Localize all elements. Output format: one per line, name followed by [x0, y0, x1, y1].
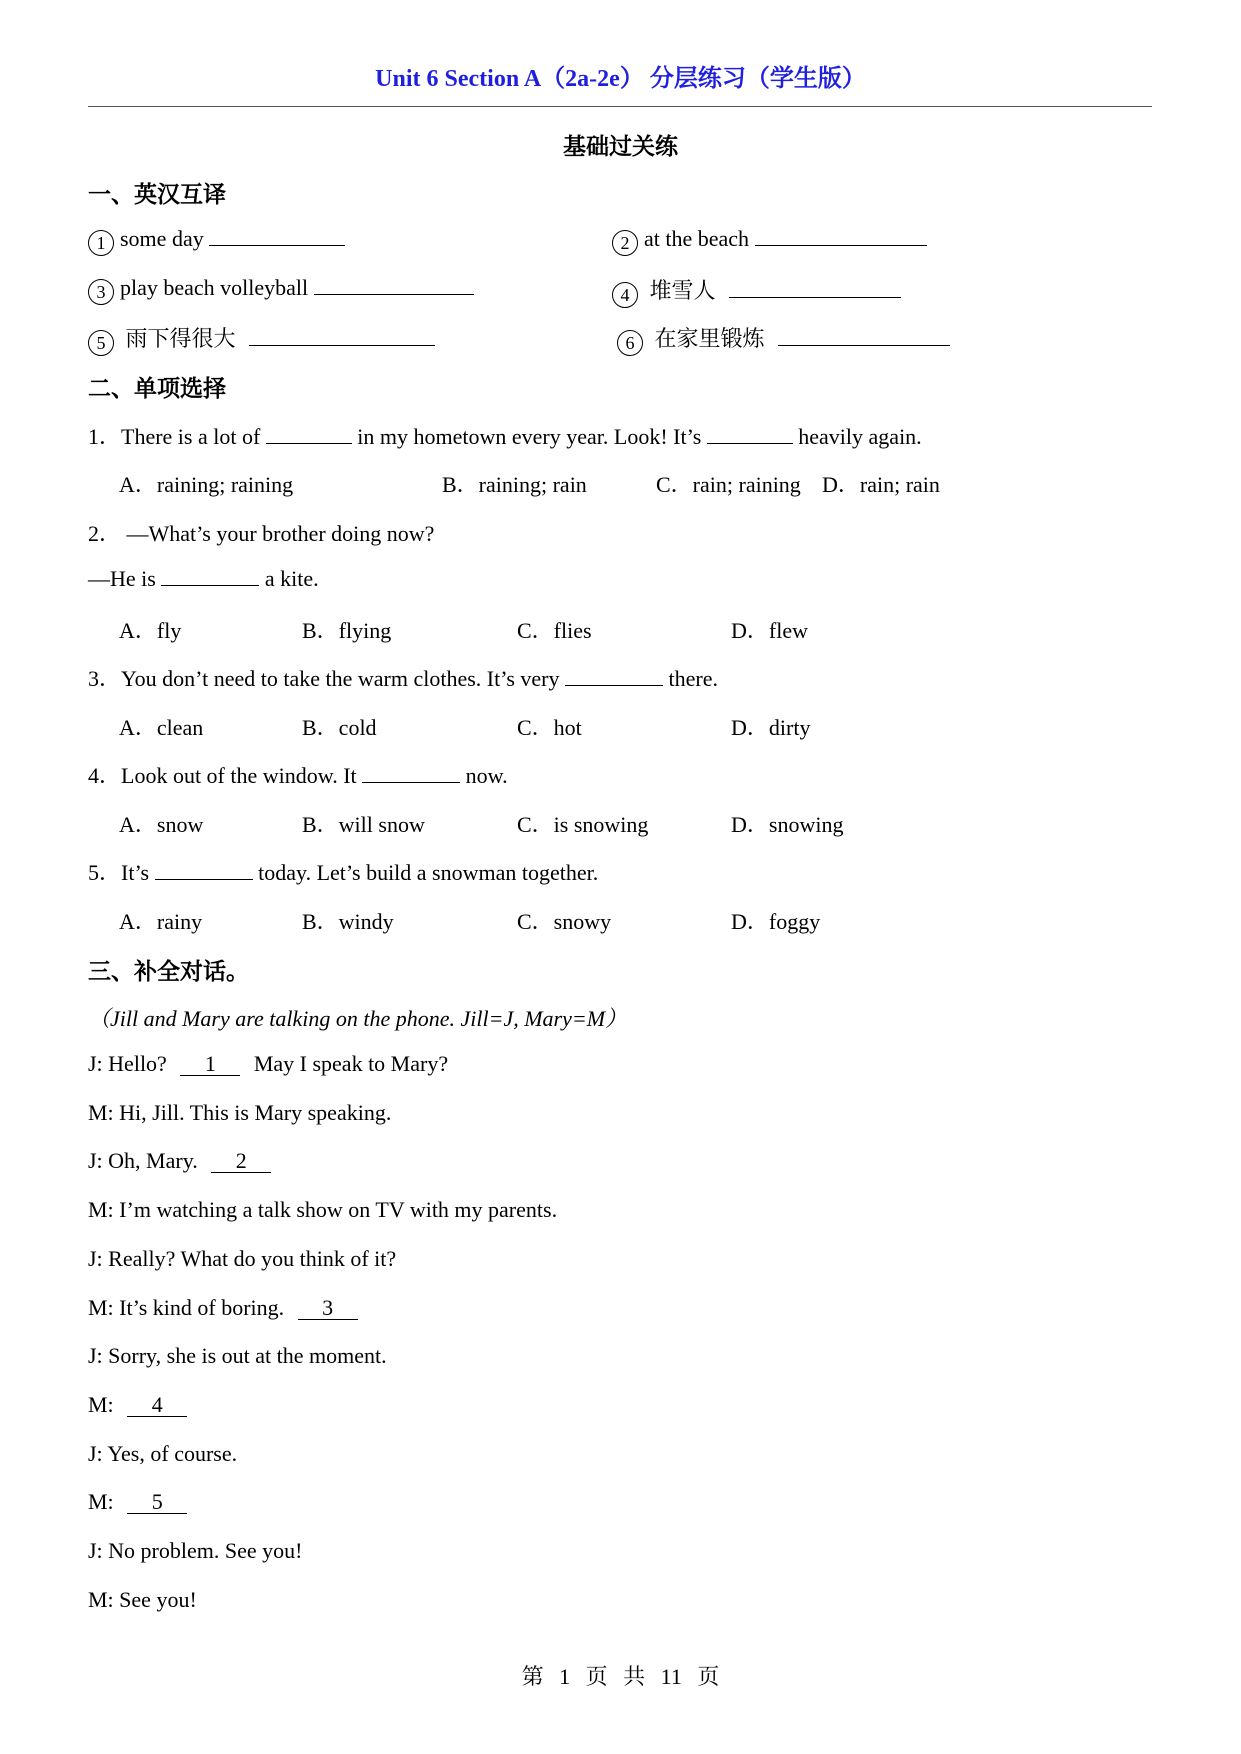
answer-blank[interactable] [249, 325, 435, 346]
section1-heading: 一、英汉互译 [88, 182, 226, 207]
dialogue-line-3 [88, 1148, 271, 1174]
q3-option-b[interactable]: B．cold [302, 715, 377, 740]
dialogue-text: J: Hello? [88, 1051, 167, 1076]
dialogue-text: J: Oh, Mary. [88, 1148, 198, 1173]
answer-blank[interactable] [778, 325, 950, 346]
dialogue-line-2: M: Hi, Jill. This is Mary speaking. [88, 1100, 392, 1125]
question-text: 1．There is a lot of [88, 424, 261, 449]
dialogue-text: M: [88, 1392, 114, 1417]
section-subtitle: 基础过关练 [563, 134, 678, 159]
q2-option-a[interactable]: A．fly [119, 618, 182, 643]
number-circle: 2 [612, 230, 638, 256]
translation-item-4 [612, 274, 901, 308]
dialogue-line-4: M: I’m watching a talk show on TV with my parents. [88, 1197, 558, 1222]
question-text: 5．It’s [88, 860, 150, 885]
question-text: heavily again. [798, 424, 922, 449]
question-4 [88, 759, 508, 790]
dialogue-line-5: J: Really? What do you think of it? [88, 1246, 397, 1271]
translation-item-2 [612, 225, 927, 256]
page-number: 第 1 页 共 11 页 [521, 1664, 720, 1689]
answer-blank[interactable]: 3 [298, 1297, 358, 1320]
q5-option-d[interactable]: D．foggy [731, 909, 821, 934]
question-text: there. [668, 666, 718, 691]
q4-option-b[interactable]: B．will snow [302, 812, 425, 837]
question-text: —He is [88, 566, 156, 591]
number-circle: 1 [88, 230, 114, 256]
header-divider [88, 106, 1152, 107]
question-1 [88, 420, 922, 451]
item-text: at the beach [644, 226, 750, 251]
question-5 [88, 856, 598, 887]
dialogue-line-10 [88, 1489, 187, 1515]
answer-blank[interactable]: 4 [127, 1394, 187, 1417]
answer-blank[interactable]: 2 [211, 1150, 271, 1173]
q4-option-d[interactable]: D．snowing [731, 812, 844, 837]
answer-blank[interactable] [707, 423, 793, 444]
translation-item-5 [88, 322, 435, 356]
answer-blank[interactable] [565, 665, 663, 686]
section3-heading: 三、补全对话。 [88, 959, 249, 984]
answer-blank[interactable] [755, 225, 927, 246]
question-3 [88, 662, 718, 693]
q2-option-d[interactable]: D．flew [731, 618, 808, 643]
number-circle: 5 [88, 330, 114, 356]
dialogue-line-9: J: Yes, of course. [88, 1441, 238, 1466]
q2-option-c[interactable]: C．flies [517, 618, 592, 643]
question-text: 3．You don’t need to take the warm clothes. It’s very [88, 666, 560, 691]
item-text: 在家里锻炼 [654, 326, 765, 351]
q1-option-b[interactable]: B．raining; rain [442, 472, 587, 497]
q4-option-c[interactable]: C．is snowing [517, 812, 649, 837]
answer-blank[interactable] [266, 423, 352, 444]
dialogue-text: M: [88, 1489, 114, 1514]
q1-option-c[interactable]: C．rain; raining [656, 472, 801, 497]
translation-item-3 [88, 274, 474, 305]
question-2: 2． —What’s your brother doing now? [88, 521, 435, 546]
dialogue-line-1 [88, 1051, 448, 1077]
answer-blank[interactable] [209, 225, 345, 246]
dialogue-line-7: J: Sorry, she is out at the moment. [88, 1343, 387, 1368]
section2-heading: 二、单项选择 [88, 376, 226, 401]
translation-item-1 [88, 225, 345, 256]
question-text: today. Let’s build a snowman together. [258, 860, 599, 885]
question-text: a kite. [264, 566, 319, 591]
question-text: in my hometown every year. Look! It’s [357, 424, 702, 449]
q1-option-d[interactable]: D．rain; rain [822, 472, 940, 497]
number-circle: 6 [617, 330, 643, 356]
translation-item-6 [617, 322, 950, 356]
q3-option-a[interactable]: A．clean [119, 715, 204, 740]
q1-option-a[interactable]: A．raining; raining [119, 472, 294, 497]
number-circle: 3 [88, 279, 114, 305]
answer-blank[interactable] [729, 277, 901, 298]
dialogue-line-11: J: No problem. See you! [88, 1538, 303, 1563]
question-text: 4．Look out of the window. It [88, 763, 357, 788]
question-text: now. [465, 763, 508, 788]
item-text: play beach volleyball [120, 275, 309, 300]
dialogue-line-6 [88, 1295, 358, 1321]
dialogue-line-8 [88, 1392, 187, 1418]
dialogue-line-12: M: See you! [88, 1587, 197, 1612]
dialogue-text: M: It’s kind of boring. [88, 1295, 285, 1320]
item-text: 雨下得很大 [125, 326, 236, 351]
answer-blank[interactable] [161, 565, 259, 586]
q5-option-a[interactable]: A．rainy [119, 909, 203, 934]
question-2-line2 [88, 565, 319, 592]
number-circle: 4 [612, 282, 638, 308]
answer-blank[interactable] [155, 859, 253, 880]
q5-option-c[interactable]: C．snowy [517, 909, 612, 934]
item-text: 堆雪人 [649, 278, 716, 303]
answer-blank[interactable] [362, 762, 460, 783]
q3-option-c[interactable]: C．hot [517, 715, 582, 740]
q2-option-b[interactable]: B．flying [302, 618, 392, 643]
q5-option-b[interactable]: B．windy [302, 909, 394, 934]
q4-option-a[interactable]: A．snow [119, 812, 204, 837]
dialogue-text: May I speak to Mary? [253, 1051, 449, 1076]
answer-blank[interactable]: 1 [180, 1053, 240, 1076]
item-text: some day [120, 226, 204, 251]
dialogue-intro: （Jill and Mary are talking on the phone. Jill=J, Mary=M） [88, 1006, 628, 1031]
q3-option-d[interactable]: D．dirty [731, 715, 811, 740]
answer-blank[interactable] [314, 274, 474, 295]
document-title: Unit 6 Section A（2a-2e） 分层练习（学生版） [375, 66, 866, 92]
answer-blank[interactable]: 5 [127, 1491, 187, 1514]
